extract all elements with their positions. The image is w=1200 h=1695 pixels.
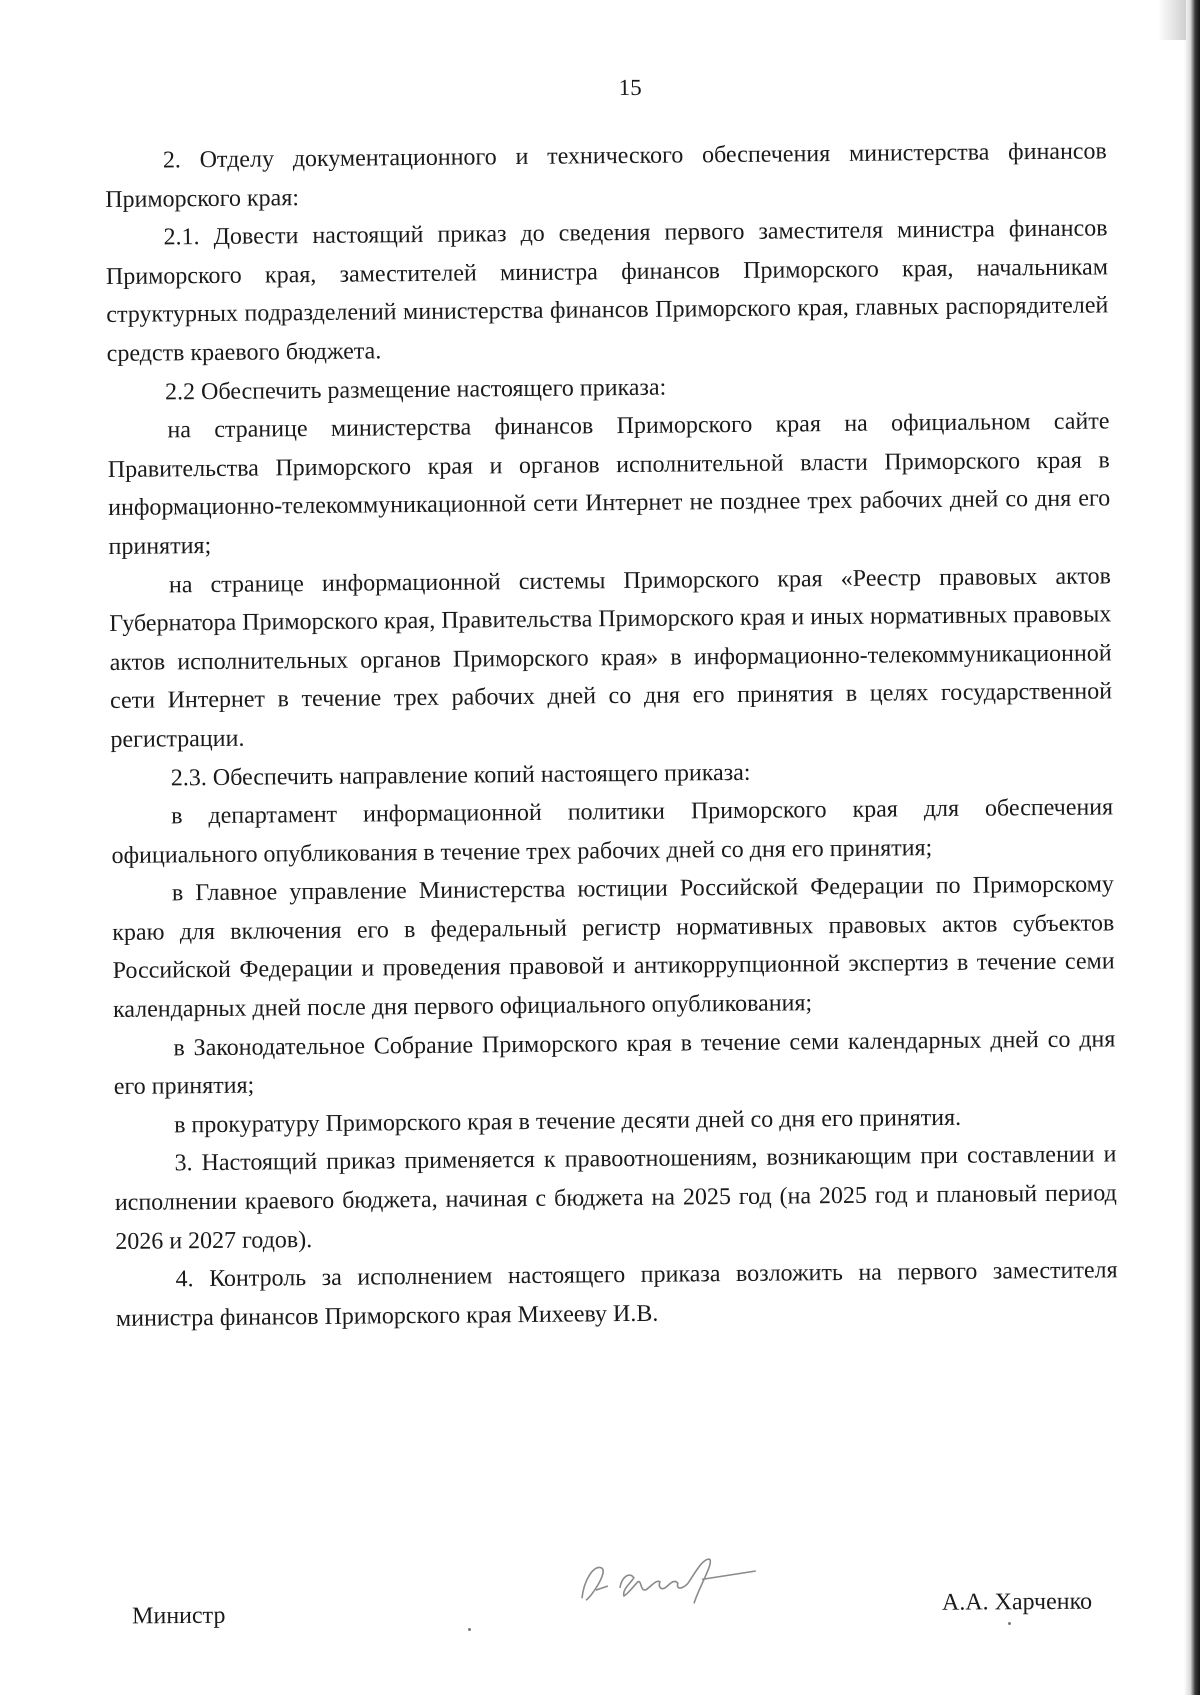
paragraph-4: 4. Контроль за исполнением настоящего приказа возложить на первого заместителя министра финансов Приморского края Михееву И.В.: [115, 1257, 1118, 1332]
handwritten-signature: [572, 1549, 762, 1610]
paragraph-2: 2. Отделу документационного и технического обеспечения министерства финансов Приморского края:: [105, 138, 1107, 213]
paragraph-3: 3. Настоящий приказ применяется к правоотношениям, возникающим при составлении и исполнении краевого бюджета, начиная с бюджета на 2025 год (на 2025 год и плановый период 2026 и 2027 годов).: [114, 1141, 1117, 1255]
paragraph-2-1: 2.1. Довести настоящий приказ до сведения первого заместителя министра финансов Приморского края, заместителей министра финансов Приморского края, начальникам структурных подразделений министерства финансов Приморского края, главных распорядителей средств краевого бюджета.: [105, 215, 1109, 367]
paragraph-2-3-prosecutor: в прокуратуру Приморского края в течение десяти дней со дня его принятия.: [174, 1104, 962, 1139]
signatory-name: А.А. Харченко: [941, 1588, 1093, 1616]
document-page: [104, 60, 1118, 1338]
scan-speck: [1008, 1622, 1011, 1625]
scan-edge-shadow: [1184, 0, 1200, 1695]
scan-speck: [468, 1628, 471, 1631]
paragraph-2-2-official-site: на странице министерства финансов Приморского края на официальном сайте Правительства Приморского края и органов исполнительной власти Приморского края в информационно-телекоммуникационной сети Интернет не позднее трех рабочих дней со дня его принятия;: [107, 408, 1111, 560]
paragraph-2-3-info-policy: в департамент информационной политики Приморского края для обеспечения официального опубликования в течение трех рабочих дней со дня его принятия;: [111, 794, 1114, 869]
page-number: 15: [618, 74, 642, 101]
paragraph-2-2: 2.2 Обеспечить размещение настоящего приказа:: [164, 374, 667, 405]
signatory-title: Министр: [132, 1602, 226, 1630]
paragraph-2-3: 2.3. Обеспечить направление копий настоящего приказа:: [170, 759, 751, 791]
signature-block: [132, 1567, 1092, 1634]
paragraph-2-3-legislative: в Законодательное Собрание Приморского края в течение семи календарных дней со дня его принятия;: [113, 1025, 1116, 1101]
scan-edge-corner: [1158, 0, 1186, 40]
paragraph-2-2-registry: на странице информационной системы Приморского края «Реестр правовых актов Губернатора Приморского края, Правительства Приморского края и иных нормативных правовых актов исполнительных органов Приморского края» в информационно-телекоммуникационной сети Интернет в течение трех рабочих дней со дня его принятия в целях государственной регистрации.: [109, 562, 1113, 753]
paragraph-2-3-justice: в Главное управление Министерства юстиции Российской Федерации по Приморскому краю для включения его в федеральный регистр нормативных правовых актов субъектов Российской Федерации и проведения правовой и антикоррупционной экспертиз в течение семи календарных дней после дня первого официального опубликования;: [112, 871, 1115, 1024]
